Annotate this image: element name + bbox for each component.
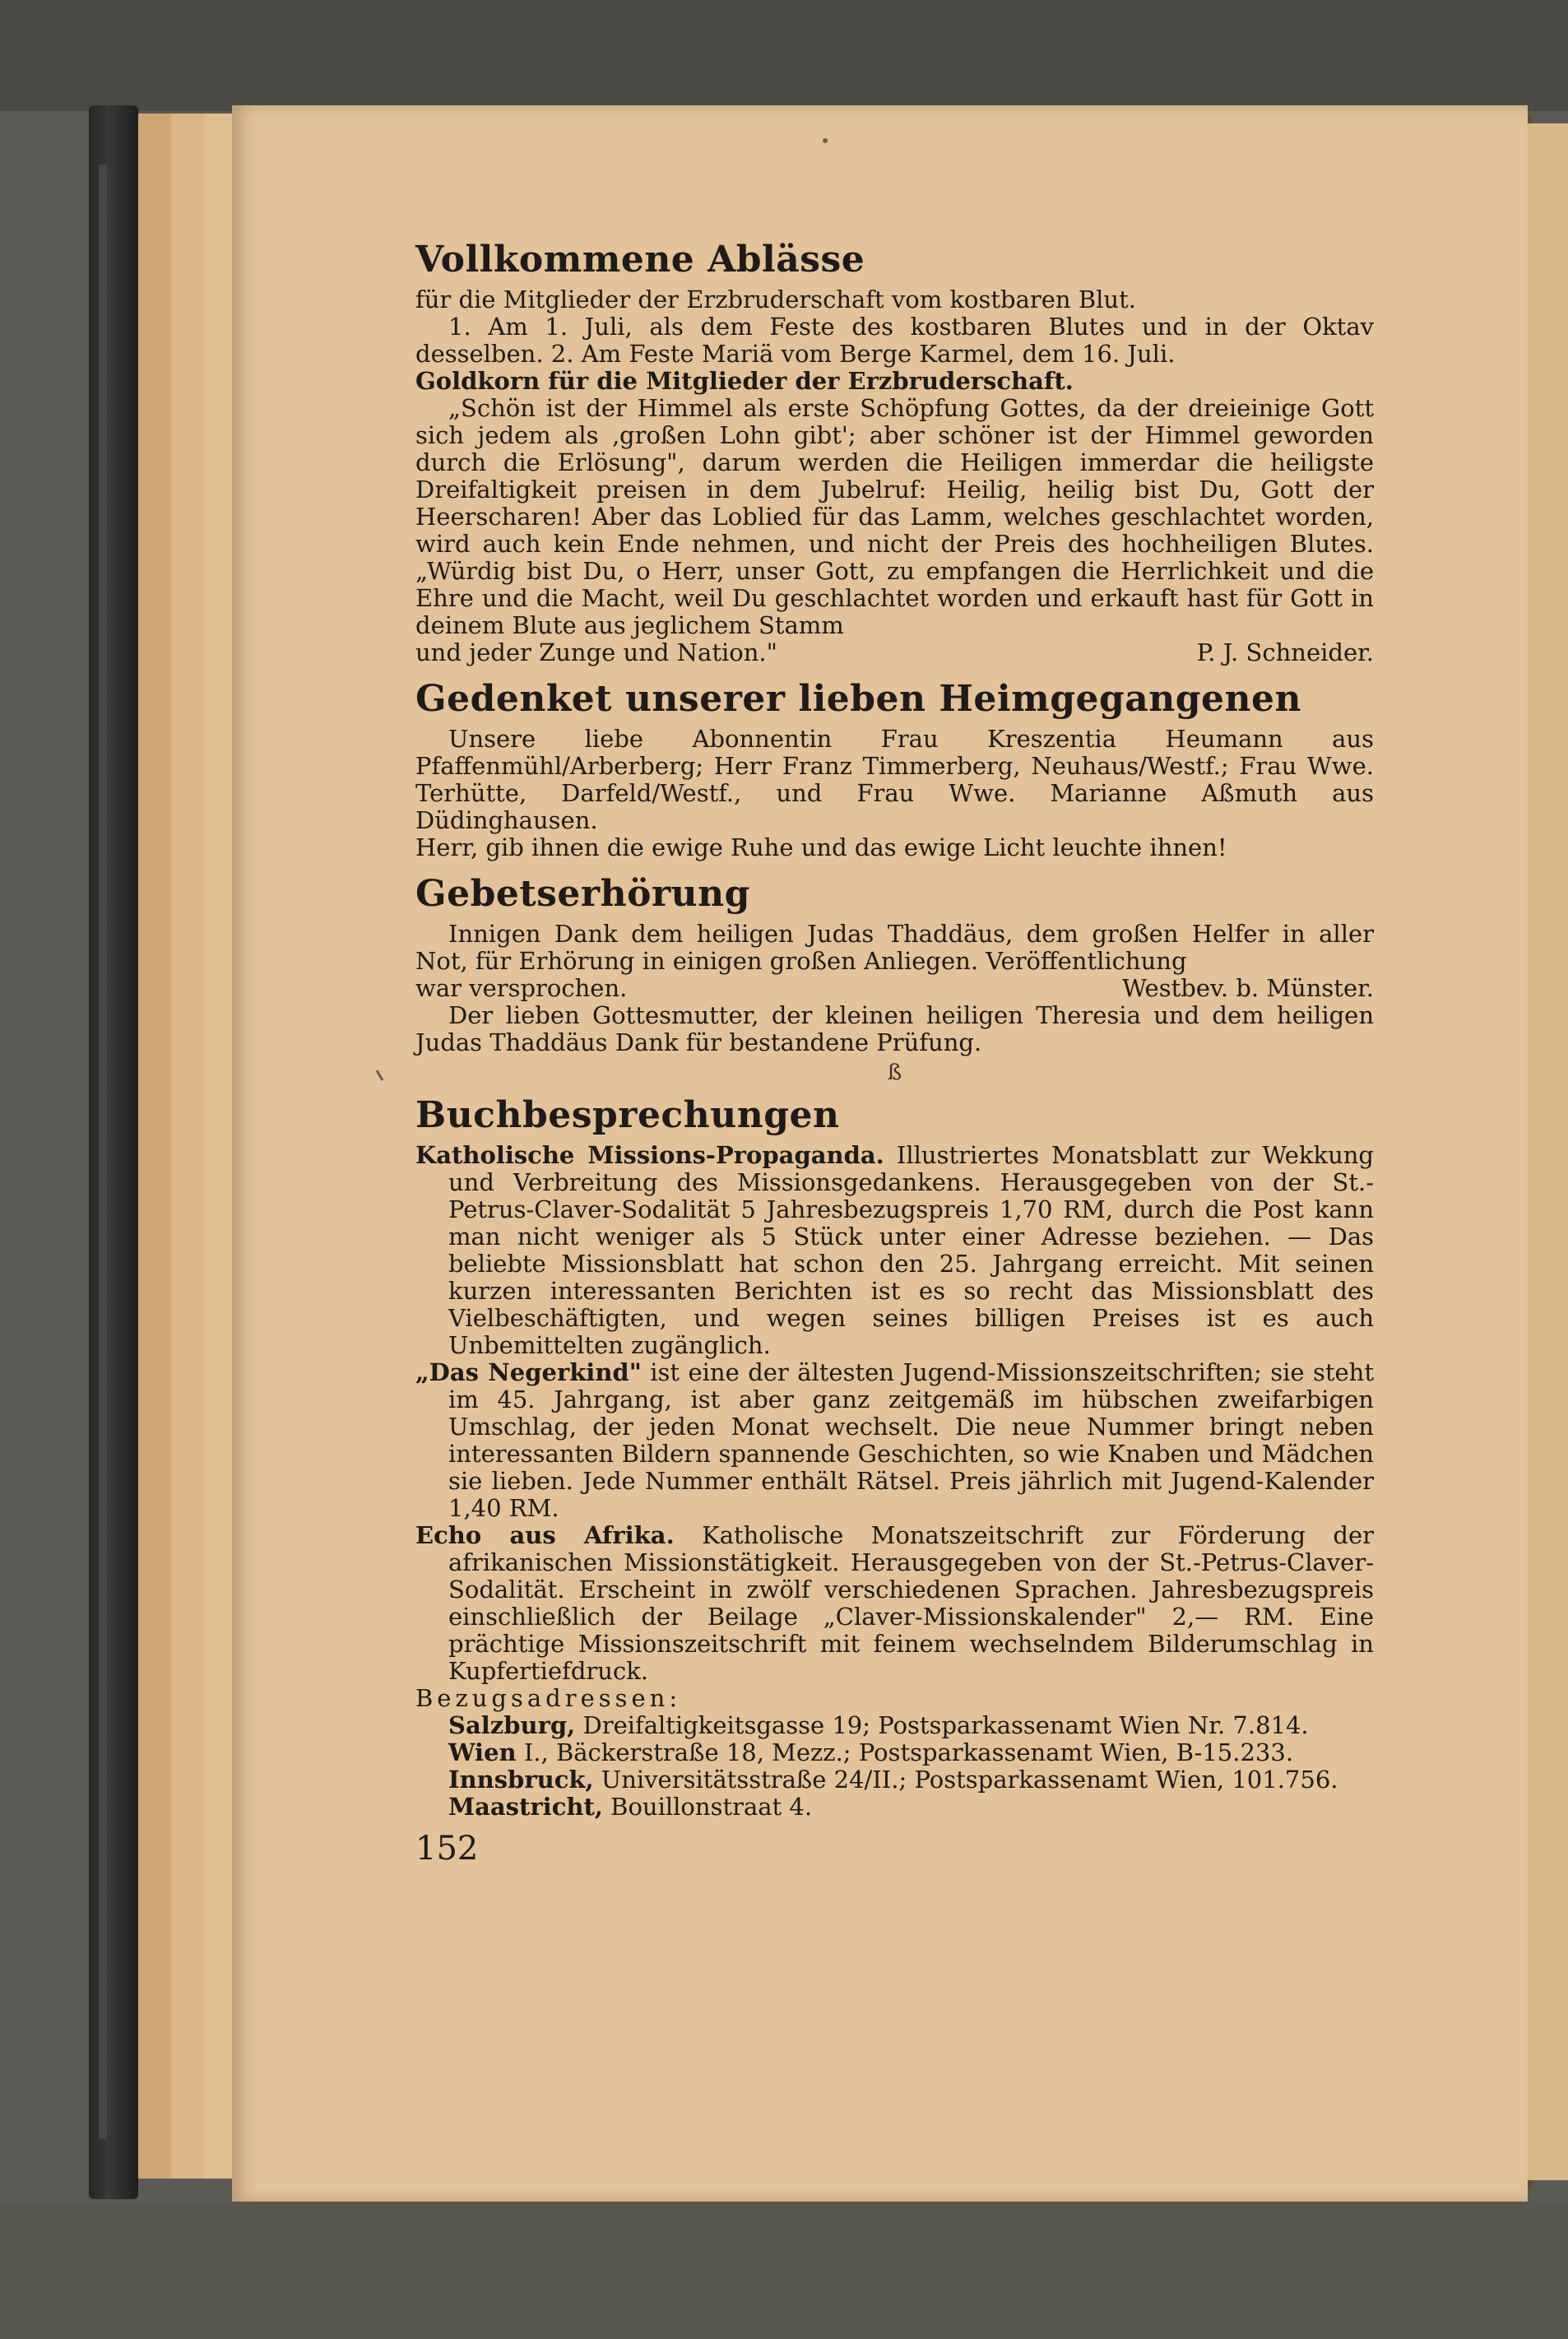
goldkorn-author: P. J. Schneider. [1196,638,1374,666]
goldkorn-text: „Schön ist der Himmel als erste Schöpfung Gottes, da der dreieinige Gott sich jedem als ‚großen Lohn gibt'; aber schöner ist der Himmel geworden durch die Erlösung", darum werden die Heiligen immerdar die heiligste Dreifaltigkeit preisen in dem Jubelruf: Heilig, heilig bist Du, Gott der Heerscharen! Aber das Loblied für das Lamm, welches geschlachtet worden, wird auch kein Ende nehmen, und nicht der Preis des hochheiligen Blutes. „Würdig bist Du, o Herr, unser Gott, zu empfangen die Herrlichkeit und die Ehre und die Macht, weil Du geschlachtet worden und erkauft hast für Gott in deinem Blute aus jeglichem Stamm [415,394,1374,639]
page-number: 152 [415,1830,479,1868]
gebet-text2: Der lieben Gottesmutter, der kleinen heiligen Theresia und dem heiligen Judas Thaddäus Dank für bestandene Prüfung. [415,1001,1374,1056]
heading-buch: Buchbesprechungen [415,1094,840,1136]
address-line [415,1712,1374,1739]
facing-page-edge [1524,123,1568,2180]
gedenket-prayer: Herr, gib ihnen die ewige Ruhe und das ewige Licht leuchte ihnen! [415,833,1227,861]
review-item-1-text: Illustriertes Monatsblatt zur Wekkung und Verbreitung des Missionsgedankens. Herausgegeben von der St.-Petrus-Claver-Sodalität 5 Jahresbezugspreis 1,70 RM, durch die Post kann man nicht weniger als 5 Stück unter einer Adresse beziehen. — Das beliebte Missionsblatt hat schon den 25. Jahrgang erreicht. Mit seinen kurzen interessanten Berichten ist es so recht das Missionsblatt des Vielbeschäftigten, und wegen seines billigen Preises ist es auch Unbemittelten zugänglich. [448,1141,1374,1359]
page-edges [138,114,171,2179]
goldkorn-last-row [415,639,1374,666]
page-edges-inner [171,114,204,2179]
gebet-sender: Westbev. b. Münster. [1122,974,1374,1002]
review-item-3-text: Katholische Monatszeitschrift zur Förderung der afrikanischen Missionstätigkeit. Herausgegeben von der St.-Petrus-Claver-Sodalität. Erscheint in zwölf verschiedenen Sprachen. Jahresbezugspreis einschließlich der Beilage „Claver-Missionskalender" 2,— RM. Eine prächtige Missionszeitschrift mit feinem wechselndem Bilderumschlag in Kupfertiefdruck. [448,1521,1374,1685]
address-text: Bouillonstraat 4. [610,1793,813,1821]
review-item-3 [415,1522,1374,1685]
ablaesse-line1: für die Mitglieder der Erzbruderschaft vom kostbaren Blut. [415,285,1136,313]
book-spine [89,105,138,2199]
gebet-last-line: war versprochen. [415,974,628,1002]
goldkorn-last: und jeder Zunge und Nation." [415,638,777,666]
goldkorn-lead: Goldkorn für die Mitglieder der Erzbruderschaft. [415,367,1074,395]
review-item-1-title: Katholische Missions-Propaganda. [415,1141,884,1169]
scan-background-bottom [0,2202,1568,2339]
review-item-2-title: „Das Negerkind" [415,1358,642,1386]
address-city: Innsbruck, [448,1766,594,1794]
review-item-2-text: ist eine der ältesten Jugend-Missionszeitschriften; sie steht im 45. Jahrgang, ist aber ganz zeitgemäß im hübschen zweifarbigen Umschlag, der jeden Monat wechselt. Die neue Nummer bringt neben interessanten Bildern spannende Geschichten, so wie Knaben und Mädchen sie lieben. Jede Nummer enthält Rätsel. Preis jährlich mit Jugend-Kalender 1,40 RM. [448,1358,1375,1522]
paper-speck [823,138,828,143]
heading-gedenket: Gedenket unserer lieben Heimgegangenen [415,678,1301,720]
scan-background-top [0,0,1568,111]
page-content [415,239,1374,1868]
review-item-1 [415,1142,1374,1359]
address-city: Wien [448,1738,517,1766]
address-city: Salzburg, [448,1711,576,1739]
page-edges-innermost [204,114,234,2179]
gebet-last-row [415,975,1374,1002]
spine-highlight [99,165,107,2139]
address-line [415,1739,1374,1766]
address-line [415,1794,1374,1821]
review-item-2 [415,1359,1374,1522]
gebet-text: Innigen Dank dem heiligen Judas Thaddäus, dem großen Helfer in aller Not, für Erhörung in einigen großen Anliegen. Veröffentlichung [415,920,1374,975]
address-text: Universitätsstraße 24/II.; Postsparkassenamt Wien, 101.756. [601,1766,1338,1794]
heading-ablaesse: Vollkommene Ablässe [415,239,865,281]
heading-gebet: Gebetserhörung [415,873,750,915]
address-text: Dreifaltigkeitsgasse 19; Postsparkassenamt Wien Nr. 7.814. [582,1711,1309,1739]
address-line [415,1766,1374,1794]
gedenket-text: Unsere liebe Abonnentin Frau Kreszentia Heumann aus Pfaffenmühl/Arberberg; Herr Franz Timmerberg, Neuhaus/Westf.; Frau Wwe. Terhütte, Darfeld/Westf., und Frau Wwe. Marianne Aßmuth aus Düdinghausen. [415,725,1374,834]
address-text: I., Bäckerstraße 18, Mezz.; Postsparkassenamt Wien, B-15.233. [523,1738,1294,1766]
handwritten-mark: ß [887,1060,902,1085]
review-item-3-title: Echo aus Afrika. [415,1521,675,1549]
address-city: Maastricht, [448,1793,603,1821]
bezug-label: Bezugsadressen: [415,1684,682,1712]
ablaesse-line2: 1. Am 1. Juli, als dem Feste des kostbaren Blutes und in der Oktav desselben. 2. Am Feste Mariä vom Berge Karmel, dem 16. Juli. [415,313,1374,368]
